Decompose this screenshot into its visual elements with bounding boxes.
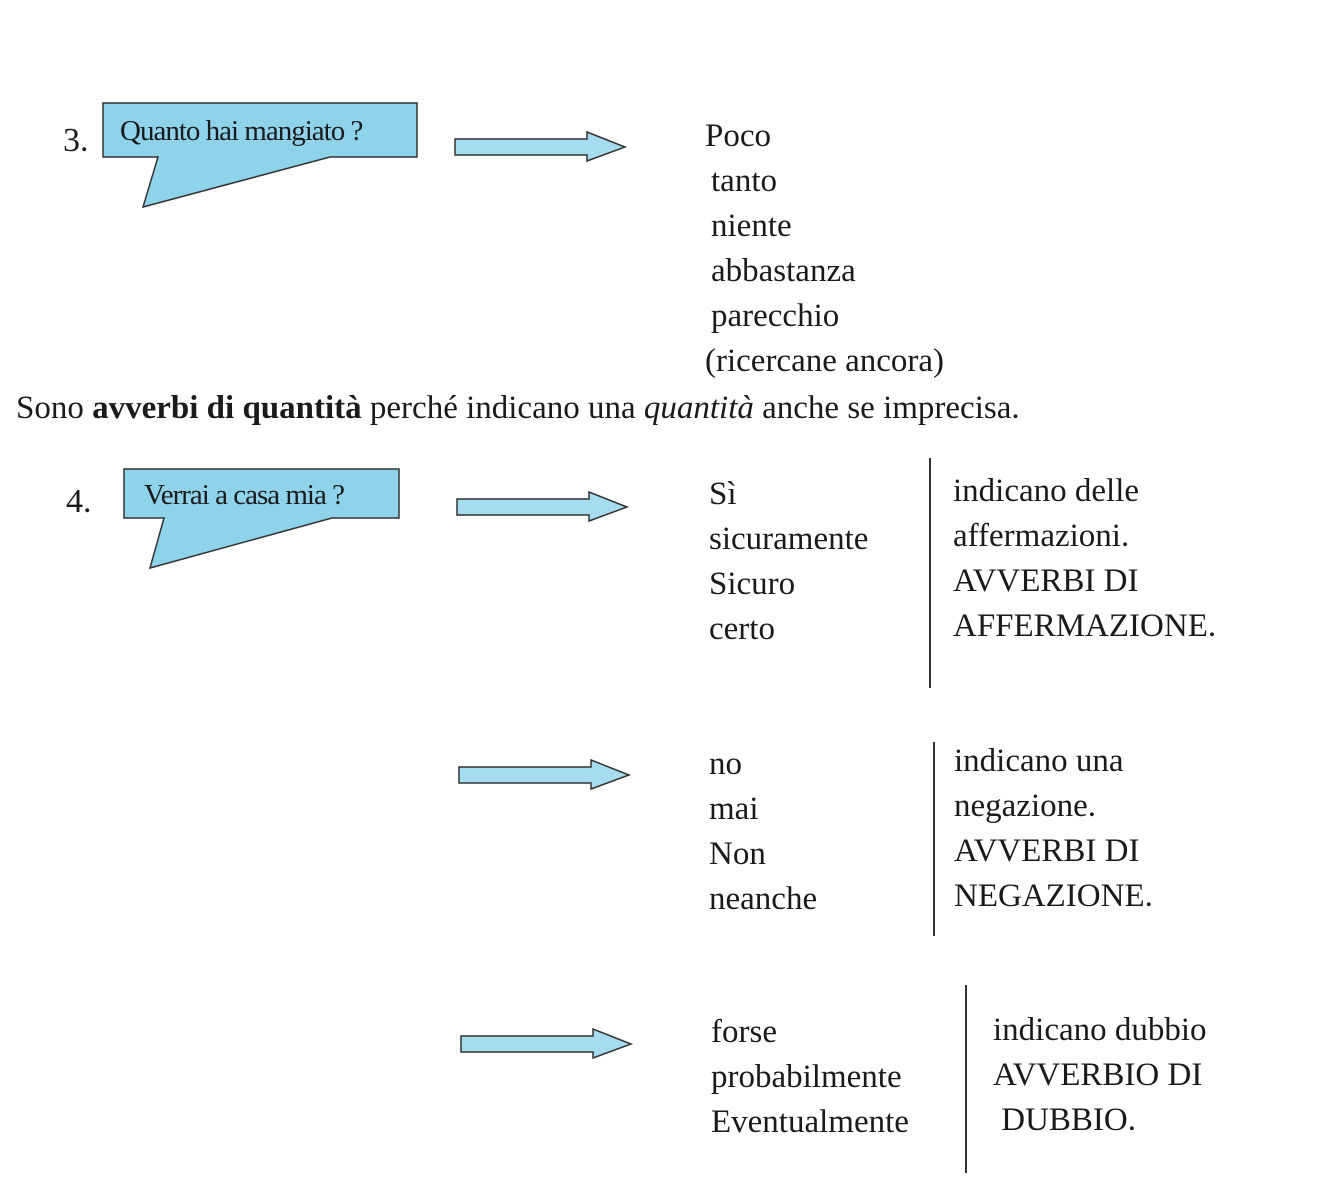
question-text-4: Verrai a casa mia ? (144, 479, 344, 511)
list-item: neanche (709, 881, 818, 917)
summary-bold: avverbi di quantità (92, 390, 362, 426)
list-item: niente (711, 208, 792, 244)
list-item: tanto (711, 163, 777, 199)
arrow-right-icon (459, 1027, 635, 1061)
summary-sentence (16, 392, 1020, 425)
list-item: certo (709, 611, 775, 647)
description-line: negazione. (954, 788, 1097, 824)
list-item: Sì (709, 476, 737, 512)
list-item: Eventualmente (711, 1104, 909, 1140)
list-item: Non (709, 836, 766, 872)
divider-line (933, 742, 935, 936)
description-line: affermazioni. (953, 518, 1130, 554)
list-item: no (709, 746, 742, 782)
description-line: indicano dubbio (993, 1012, 1207, 1048)
description-line: AVVERBI DI (953, 563, 1139, 599)
list-item: probabilmente (711, 1059, 902, 1095)
list-item: sicuramente (709, 521, 869, 557)
question-bubble-4 (122, 467, 402, 572)
summary-middle: perché indicano una (361, 390, 644, 426)
arrow-right-icon (453, 130, 629, 164)
section-3-number: 3. (63, 122, 89, 159)
list-item: forse (711, 1014, 777, 1050)
list-item: mai (709, 791, 759, 827)
list-item: Sicuro (709, 566, 796, 602)
arrow-right-icon (455, 490, 631, 524)
description-line: indicano delle (953, 473, 1140, 509)
list-item: parecchio (711, 298, 840, 334)
summary-italic: quantità (643, 390, 754, 426)
question-text-3: Quanto hai mangiato ? (120, 115, 363, 147)
list-item: (ricercane ancora) (705, 343, 945, 379)
negation-description (954, 739, 1153, 919)
doubt-description (993, 1008, 1207, 1143)
description-line: AVVERBI DI (954, 833, 1140, 869)
affirmation-description (953, 469, 1216, 649)
summary-suffix: anche se imprecisa. (753, 390, 1020, 426)
summary-prefix: Sono (16, 390, 93, 426)
divider-line (965, 985, 967, 1173)
description-line: AFFERMAZIONE. (953, 608, 1217, 644)
section-4-number: 4. (66, 483, 92, 520)
list-item: abbastanza (711, 253, 856, 289)
description-line: DUBBIO. (993, 1102, 1137, 1138)
description-line: indicano una (954, 743, 1124, 779)
description-line: NEGAZIONE. (954, 878, 1153, 914)
doubt-word-list (711, 1010, 909, 1145)
divider-line (929, 458, 931, 688)
affirmation-word-list (709, 472, 868, 652)
question-bubble-3 (100, 100, 420, 210)
list-item: Poco (705, 118, 771, 154)
negation-word-list (709, 742, 817, 922)
description-line: AVVERBIO DI (993, 1057, 1203, 1093)
arrow-right-icon (457, 758, 633, 792)
quantity-answer-list (705, 114, 944, 384)
